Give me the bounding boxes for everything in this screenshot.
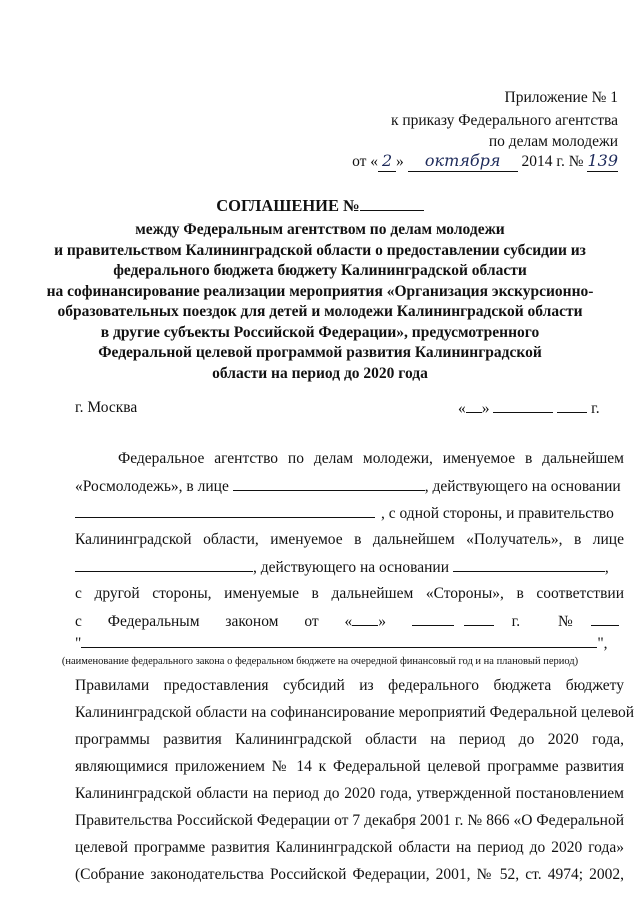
body-line-2-end: , действующего на основании xyxy=(424,478,621,495)
law-month-blank xyxy=(412,611,454,626)
body-line-7-close: » xyxy=(378,613,387,630)
law-name-caption: (наименование федерального закона о федеральном бюджете на очередной финансовый год и на плановый период) xyxy=(61,656,579,667)
body-line-2-start: «Росмолодежь», в лице xyxy=(75,478,229,495)
title-line-8: области на период до 2020 года xyxy=(212,365,428,382)
body-line-1: Федеральное агентство по делам молодежи, именуемое в дальнейшем xyxy=(118,450,624,467)
title-line-4: на софинансирование реализации мероприятия «Организация экскурсионно- xyxy=(46,283,594,300)
para-line-5: Калининградской области на период до 2020 года, утвержденной постановлением xyxy=(75,785,624,802)
body-line-2 xyxy=(75,476,621,497)
representative-blank xyxy=(233,476,425,491)
agreement-number-blank xyxy=(360,196,424,211)
body-line-7-text: с Федеральным законом от « xyxy=(75,613,353,630)
place-year-blank xyxy=(557,398,587,413)
para-line-8: (Собрание законодательства Российской Федерации, 2001, № 52, ст. 4974; 2002, xyxy=(75,866,624,883)
law-name-close-quote: ", xyxy=(597,635,608,652)
body-line-3-text: , с одной стороны, и правительство xyxy=(381,505,614,522)
body-line-3 xyxy=(75,503,614,524)
agency-name: по делам молодежи xyxy=(488,133,618,150)
title-line-2: и правительством Калининградской области о предоставлении субсидии из xyxy=(54,242,586,259)
order-date-line xyxy=(352,151,618,172)
body-line-4: Калининградской области, именуемое в дальнейшем «Получатель», в лице xyxy=(75,531,624,548)
para-line-7: целевой программе развития Калининградской области на период до 2020 года» xyxy=(75,839,624,856)
agreement-title-text: СОГЛАШЕНИЕ № xyxy=(216,196,360,215)
basis-blank-1 xyxy=(75,503,375,518)
date-prefix: от « xyxy=(352,153,379,170)
place-month-blank xyxy=(493,398,553,413)
law-name-blank xyxy=(81,633,597,648)
law-number-blank xyxy=(591,611,619,626)
body-line-7-year: г. xyxy=(511,613,521,630)
date-year: 2014 г. № xyxy=(517,153,588,170)
law-name-open-quote: " xyxy=(75,635,82,652)
handwritten-order-number: 139 xyxy=(587,151,618,170)
para-line-1: Правилами предоставления субсидий из федерального бюджета бюджету xyxy=(75,677,624,694)
place-year-suffix: г. xyxy=(591,400,600,417)
order-reference: к приказу Федерального агентства xyxy=(390,112,618,129)
place-date-open: « xyxy=(458,400,466,417)
appendix-label: Приложение № 1 xyxy=(504,89,618,106)
title-line-5: образовательных поездок для детей и молодежи Калининградской области xyxy=(57,303,583,320)
recipient-representative-blank xyxy=(75,557,253,572)
body-line-8 xyxy=(75,633,624,654)
handwritten-day: 2 xyxy=(378,151,396,172)
para-line-4: являющимися приложением № 14 к Федеральной целевой программе развития xyxy=(75,758,624,775)
place-city: г. Москва xyxy=(75,399,138,416)
body-line-6: с другой стороны, именуемые в дальнейшем «Стороны», в соответствии xyxy=(75,585,624,602)
handwritten-month: октября xyxy=(408,151,518,172)
law-year-blank xyxy=(464,611,494,626)
para-line-2: Калининградской области на софинансирование мероприятий Федеральной целевой xyxy=(75,704,635,721)
title-line-7: Федеральной целевой программой развития Калининградской xyxy=(98,344,542,361)
basis-blank-2 xyxy=(453,557,605,572)
place-date xyxy=(458,398,600,419)
body-line-7-number: № xyxy=(558,613,573,630)
law-day-blank xyxy=(352,611,378,626)
body-line-5-text: , действующего на основании xyxy=(253,559,449,576)
place-day-blank xyxy=(466,398,482,413)
title-line-1: между Федеральным агентством по делам молодежи xyxy=(135,221,505,238)
body-line-5 xyxy=(75,557,609,578)
title-line-3: федерального бюджета бюджету Калининградской области xyxy=(113,262,527,279)
place-date-close: » xyxy=(481,400,490,417)
title-line-6: в другие субъекты Российской Федерации», предусмотренного xyxy=(100,324,540,341)
para-line-6: Правительства Российской Федерации от 7 декабря 2001 г. № 866 «О Федеральной xyxy=(75,812,624,829)
date-mid: » xyxy=(396,153,408,170)
body-line-7 xyxy=(75,611,624,632)
body-line-5-end: , xyxy=(604,559,609,576)
agreement-title xyxy=(0,196,640,216)
para-line-3: программы развития Калининградской области на период до 2020 года, xyxy=(75,731,624,748)
